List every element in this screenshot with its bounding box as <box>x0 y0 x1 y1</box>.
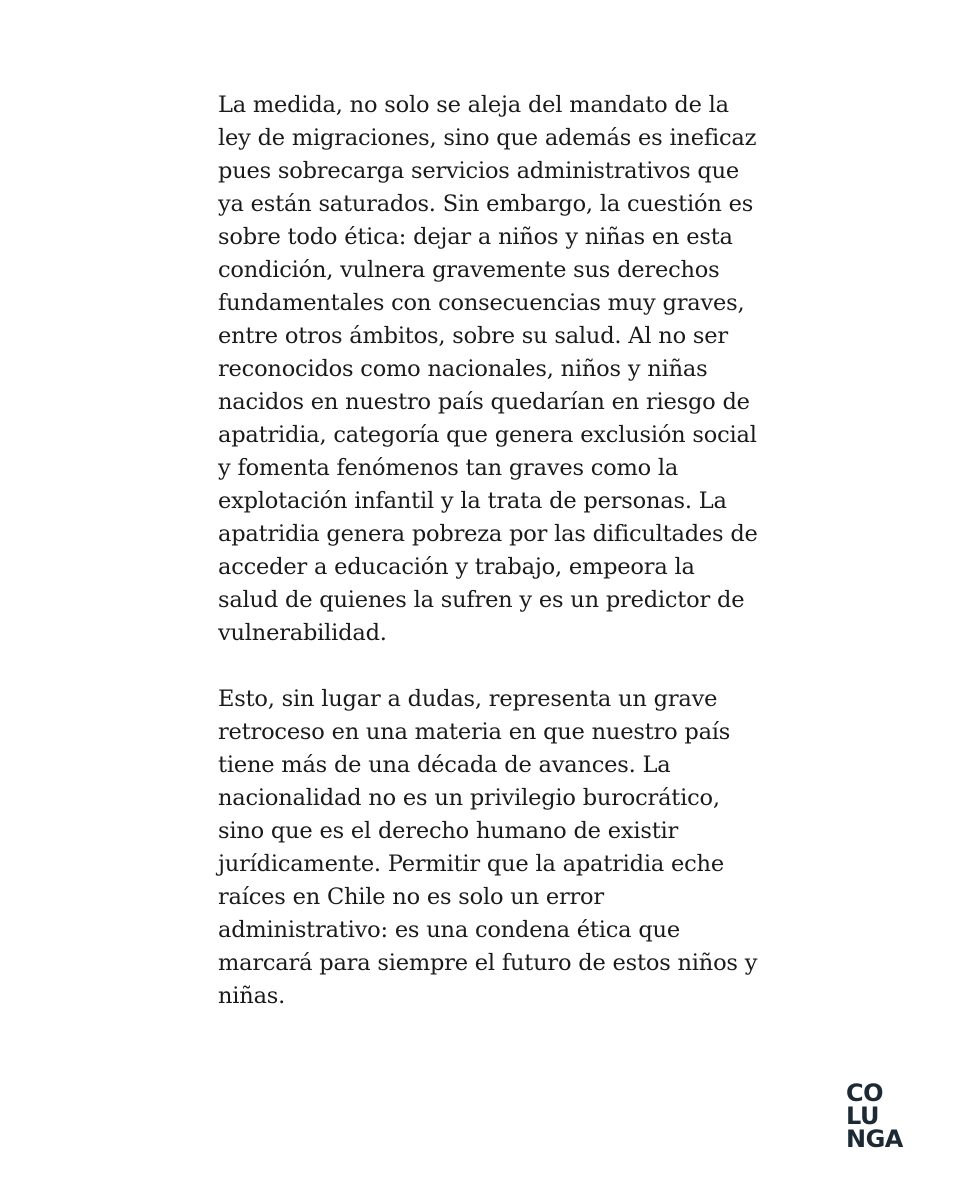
logo-row-1: CO <box>846 1079 884 1107</box>
paragraph-1: La medida, no solo se aleja del mandato de la ley de migraciones, sino que además es ineficaz pues sobrecarga servicios administrativos que ya están saturados. Sin embargo, la cuestión es sobre todo ética: dejar a niños y niñas en esta condición, vulnera gravemente sus derechos fundamentales con consecuencias muy graves, entre otros ámbitos, sobre su salud. Al no ser reconocidos como nacionales, niños y niñas nacidos en nuestro país quedarían en riesgo de apatridia, categoría que genera exclusión social y fomenta fenómenos tan graves como la explotación infantil y la trata de personas. La apatridia genera pobreza por las dificultades de acceder a educación y trabajo, empeora la salud de quienes la sufren y es un predictor de vulnerabilidad. <box>218 92 758 646</box>
paragraph-2: Esto, sin lugar a dudas, representa un grave retroceso en una materia en que nuestro país tiene más de una década de avances. La nacionalidad no es un privilegio burocrático, sino que es el derecho humano de existir jurídicamente. Permitir que la apatridia eche raíces en Chile no es solo un error administrativo: es una condena ética que marcará para siempre el futuro de estos niños y niñas. <box>218 686 758 1009</box>
colunga-logo <box>846 1079 914 1153</box>
logo-row-2: LU <box>846 1102 879 1130</box>
article-body <box>218 89 758 1013</box>
logo-row-3: NGA <box>846 1125 903 1153</box>
